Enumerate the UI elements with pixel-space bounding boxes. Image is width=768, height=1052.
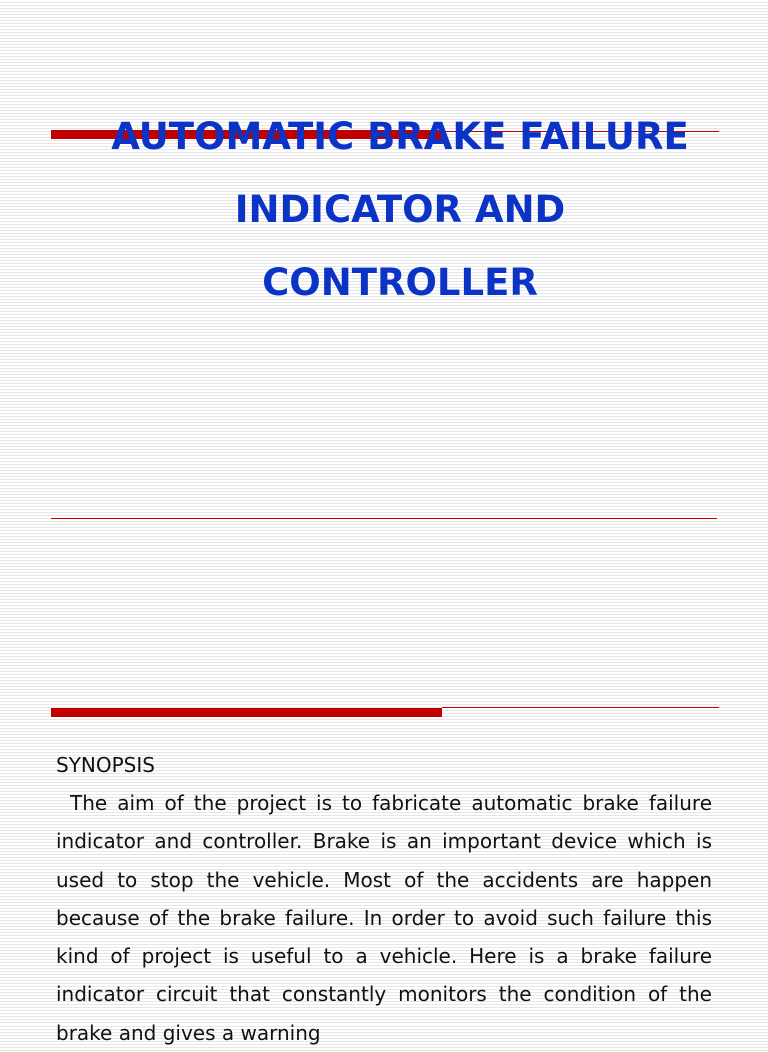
synopsis-section [56, 746, 712, 1052]
synopsis-heading: SYNOPSIS [56, 753, 155, 777]
title-line-3: CONTROLLER [262, 261, 538, 304]
middle-divider-line [51, 518, 717, 519]
bottom-accent-line [442, 707, 719, 708]
title-line-2: INDICATOR AND [234, 188, 566, 231]
title-line-1: AUTOMATIC BRAKE FAILURE [111, 115, 689, 158]
slide-title [60, 100, 740, 319]
synopsis-body: The aim of the project is to fabricate automatic brake failure indicator and controller. Brake is an important device which is used to stop the vehicle. Most of the accidents are happen because of the brake failure. In order to avoid such failure this kind of project is useful to a vehicle. Here is a brake failure indicator circuit that constantly monitors the condition of the brake and gives a warning [56, 791, 712, 1045]
bottom-accent-bar [51, 708, 442, 717]
